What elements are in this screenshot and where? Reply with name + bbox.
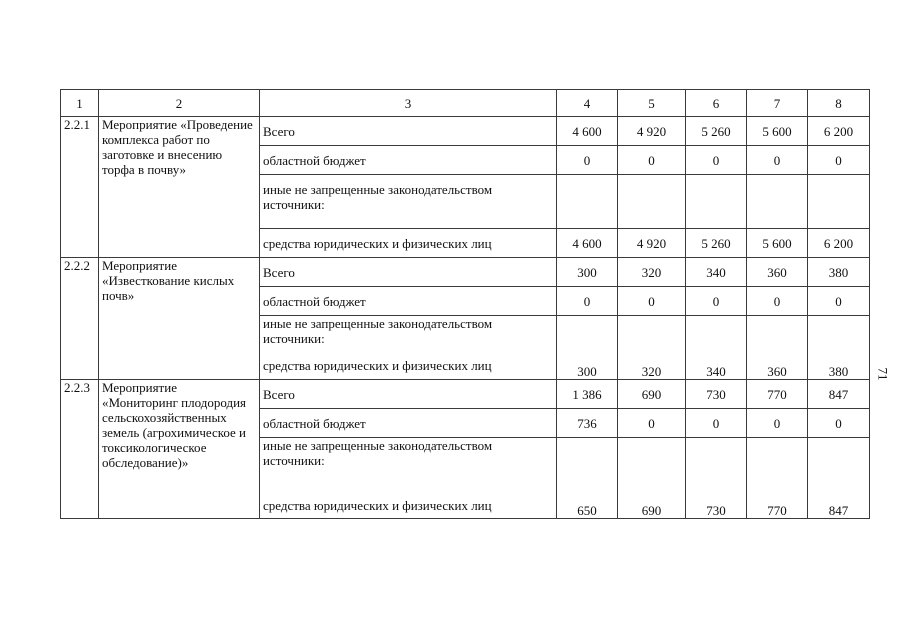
value-cell: 0 bbox=[557, 287, 618, 316]
value-cell: 340 bbox=[686, 258, 747, 287]
source-label: средства юридических и физических лиц bbox=[260, 229, 557, 258]
value-cell: 0 bbox=[747, 146, 808, 175]
value-cell: 0 bbox=[618, 287, 686, 316]
value-cell: 6 200 bbox=[808, 229, 870, 258]
table-row bbox=[61, 117, 870, 146]
measure-name: Мероприятие «Известкование кислых почв» bbox=[99, 258, 260, 380]
value-cell: 5 600 bbox=[747, 117, 808, 146]
value-cell: 650 bbox=[557, 438, 618, 519]
value-cell: 0 bbox=[686, 287, 747, 316]
measure-code: 2.2.1 bbox=[61, 117, 99, 258]
source-label: Всего bbox=[260, 380, 557, 409]
source-label: иные не запрещенные законодательством источники: bbox=[263, 438, 493, 468]
header-cell: 5 bbox=[618, 90, 686, 117]
header-cell: 6 bbox=[686, 90, 747, 117]
value-cell: 847 bbox=[808, 380, 870, 409]
value-cell: 4 920 bbox=[618, 229, 686, 258]
value-cell: 5 260 bbox=[686, 229, 747, 258]
value-cell: 300 bbox=[557, 316, 618, 380]
source-label: областной бюджет bbox=[260, 409, 557, 438]
value-cell: 0 bbox=[808, 146, 870, 175]
value-cell: 4 600 bbox=[557, 117, 618, 146]
value-cell: 380 bbox=[808, 316, 870, 380]
value-cell: 847 bbox=[808, 438, 870, 519]
table-row bbox=[61, 258, 870, 287]
header-cell: 1 bbox=[61, 90, 99, 117]
value-cell: 0 bbox=[686, 146, 747, 175]
source-label-merged bbox=[260, 438, 557, 519]
value-cell: 0 bbox=[747, 409, 808, 438]
measure-code: 2.2.2 bbox=[61, 258, 99, 380]
value-cell bbox=[686, 175, 747, 229]
value-cell bbox=[618, 175, 686, 229]
value-cell: 770 bbox=[747, 380, 808, 409]
header-row bbox=[61, 90, 870, 117]
measure-name: Мероприятие «Мониторинг плодородия сельскохозяйственных земель (агрохимическое и токсикологическое обследование)» bbox=[99, 380, 260, 519]
value-cell: 4 920 bbox=[618, 117, 686, 146]
header-cell: 3 bbox=[260, 90, 557, 117]
measure-name: Мероприятие «Проведение комплекса работ по заготовке и внесению торфа в почву» bbox=[99, 117, 260, 258]
value-cell: 730 bbox=[686, 438, 747, 519]
header-cell: 2 bbox=[99, 90, 260, 117]
value-cell bbox=[808, 175, 870, 229]
value-cell: 0 bbox=[808, 409, 870, 438]
source-label: областной бюджет bbox=[260, 287, 557, 316]
value-cell: 770 bbox=[747, 438, 808, 519]
value-cell: 360 bbox=[747, 316, 808, 380]
value-cell: 5 600 bbox=[747, 229, 808, 258]
value-cell bbox=[557, 175, 618, 229]
value-cell: 320 bbox=[618, 258, 686, 287]
value-cell: 300 bbox=[557, 258, 618, 287]
header-cell: 4 bbox=[557, 90, 618, 117]
value-cell: 340 bbox=[686, 316, 747, 380]
value-cell: 690 bbox=[618, 438, 686, 519]
page-number: 71 bbox=[875, 367, 891, 381]
value-cell: 5 260 bbox=[686, 117, 747, 146]
value-cell: 1 386 bbox=[557, 380, 618, 409]
source-label: средства юридических и физических лиц bbox=[263, 358, 492, 373]
source-label: иные не запрещенные законодательством источники: bbox=[263, 316, 493, 346]
value-cell: 0 bbox=[747, 287, 808, 316]
value-cell: 6 200 bbox=[808, 117, 870, 146]
source-label-merged bbox=[260, 316, 557, 380]
value-cell: 730 bbox=[686, 380, 747, 409]
table-row bbox=[61, 380, 870, 409]
source-label: иные не запрещенные законодательством источники: bbox=[260, 175, 557, 229]
value-cell: 0 bbox=[557, 146, 618, 175]
value-cell: 0 bbox=[618, 146, 686, 175]
value-cell: 690 bbox=[618, 380, 686, 409]
value-cell: 0 bbox=[686, 409, 747, 438]
value-cell: 360 bbox=[747, 258, 808, 287]
value-cell: 320 bbox=[618, 316, 686, 380]
value-cell: 736 bbox=[557, 409, 618, 438]
source-label: областной бюджет bbox=[260, 146, 557, 175]
value-cell: 4 600 bbox=[557, 229, 618, 258]
header-cell: 8 bbox=[808, 90, 870, 117]
source-label: Всего bbox=[260, 258, 557, 287]
budget-table bbox=[60, 89, 870, 519]
value-cell: 0 bbox=[618, 409, 686, 438]
value-cell: 380 bbox=[808, 258, 870, 287]
source-label: средства юридических и физических лиц bbox=[263, 498, 492, 513]
source-label: Всего bbox=[260, 117, 557, 146]
measure-code: 2.2.3 bbox=[61, 380, 99, 519]
value-cell: 0 bbox=[808, 287, 870, 316]
value-cell bbox=[747, 175, 808, 229]
header-cell: 7 bbox=[747, 90, 808, 117]
